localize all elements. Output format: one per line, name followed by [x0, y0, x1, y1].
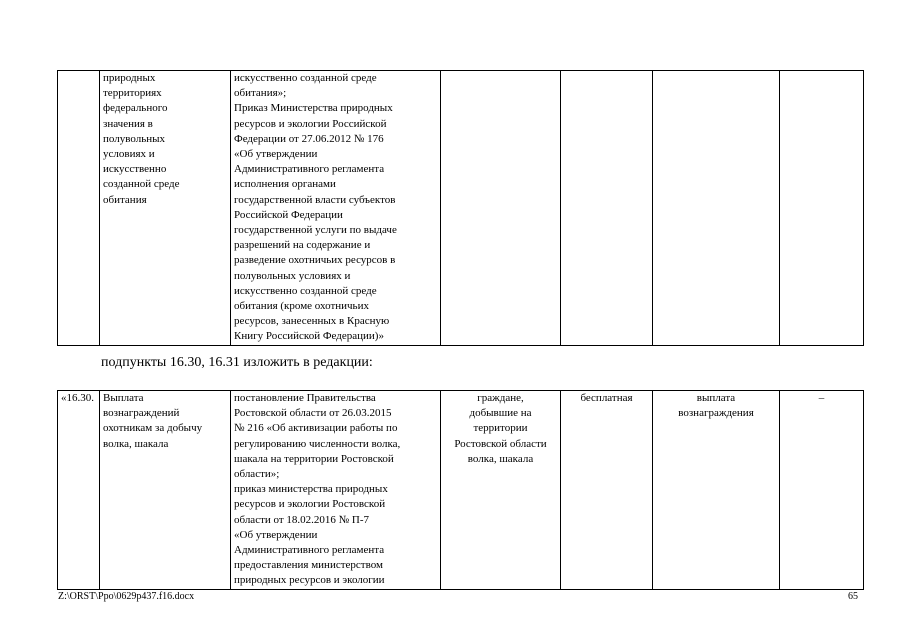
cell-number	[58, 71, 100, 346]
section-heading: подпункты 16.30, 16.31 изложить в редакции:	[101, 355, 373, 370]
regulation-table-new	[57, 390, 864, 590]
cell-result	[653, 71, 780, 346]
cell-number: «16.30.	[58, 391, 100, 590]
cell-service-name: природных территориях федерального значения в полувольных условиях и искусственно созданной среде обитания	[100, 71, 231, 346]
table-row	[58, 71, 864, 346]
cell-recipients: граждане, добывшие на территории Ростовской области волка, шакала	[441, 391, 561, 590]
cell-payment	[561, 71, 653, 346]
cell-notes	[780, 71, 864, 346]
regulation-table-continued	[57, 70, 864, 346]
cell-legal-basis: постановление Правительства Ростовской области от 26.03.2015 № 216 «Об активизации работы по регулированию численности волка, шакала на территории Ростовской области»; приказ министерства природных ресурсов и экологии Ростовской области от 18.02.2016 № П-7 «Об утверждении Административного регламента предоставления министерством природных ресурсов и экологии	[231, 391, 441, 590]
cell-legal-basis: искусственно созданной среде обитания»; Приказ Министерства природных ресурсов и экологии Российской Федерации от 27.06.2012 № 176 «Об утверждении Административного регламента исполнения органами государственной власти субъектов Российской Федерации государственной услуги по выдаче разрешений на содержание и разведение охотничьих ресурсов в полувольных условиях и искусственно созданной среде обитания (кроме охотничьих ресурсов, занесенных в Красную Книгу Российской Федерации)»	[231, 71, 441, 346]
footer-file-path: Z:\ORST\Ppo\0629p437.f16.docx	[58, 591, 195, 602]
page-number: 65	[848, 591, 858, 602]
cell-service-name: Выплата вознаграждений охотникам за добычу волка, шакала	[100, 391, 231, 590]
cell-result: выплата вознаграждения	[653, 391, 780, 590]
cell-notes: –	[780, 391, 864, 590]
table-row	[58, 391, 864, 590]
cell-recipients	[441, 71, 561, 346]
cell-payment: бесплатная	[561, 391, 653, 590]
